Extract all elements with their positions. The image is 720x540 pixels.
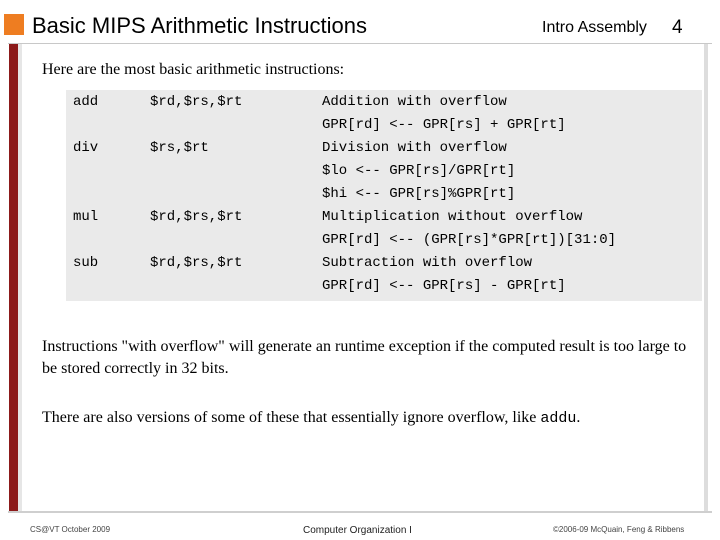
- versions-note-end: .: [576, 409, 581, 426]
- right-border: [704, 44, 708, 512]
- instruction-op: sub: [73, 255, 99, 271]
- instruction-semantics: $hi <-- GPR[rs]%GPR[rt]: [322, 186, 516, 202]
- instruction-description: Addition with overflow: [322, 94, 507, 110]
- instruction-description: Multiplication without overflow: [322, 209, 583, 225]
- bottom-divider: [8, 511, 712, 513]
- instruction-op: add: [73, 94, 99, 110]
- instruction-op: div: [73, 140, 99, 156]
- left-accent-bar: [9, 44, 18, 512]
- inline-code: addu: [540, 410, 577, 427]
- left-accent-shadow: [18, 44, 22, 512]
- instruction-operands: $rd,$rs,$rt: [150, 94, 243, 110]
- title-divider: [8, 43, 712, 44]
- versions-note-text: There are also versions of some of these that essentially ignore overflow, like: [42, 409, 541, 426]
- slide-number: 4: [672, 17, 683, 38]
- footer-date: CS@VT October 2009: [30, 525, 111, 534]
- footer-copyright: ©2006-09 McQuain, Feng & Ribbens: [553, 525, 685, 534]
- slide-title: Basic MIPS Arithmetic Instructions: [32, 13, 367, 38]
- instruction-description: Subtraction with overflow: [322, 255, 533, 271]
- overflow-note: Instructions "with overflow" will generate an runtime exception if the computed result is too large to be stored correctly in 32 bits.: [42, 338, 687, 377]
- intro-text: Here are the most basic arithmetic instructions:: [42, 61, 345, 78]
- instruction-op: mul: [73, 209, 99, 225]
- instruction-operands: $rd,$rs,$rt: [150, 209, 243, 225]
- instruction-semantics: GPR[rd] <-- (GPR[rs]*GPR[rt])[31:0]: [322, 232, 617, 248]
- instruction-semantics: $lo <-- GPR[rs]/GPR[rt]: [322, 163, 516, 179]
- course-label: Intro Assembly: [542, 19, 647, 36]
- instruction-table: [66, 90, 702, 301]
- instruction-operands: $rd,$rs,$rt: [150, 255, 243, 271]
- versions-note: [42, 407, 692, 430]
- instruction-operands: $rs,$rt: [150, 140, 209, 156]
- instruction-description: Division with overflow: [322, 140, 507, 156]
- title-accent-square: [4, 14, 24, 35]
- instruction-semantics: GPR[rd] <-- GPR[rs] - GPR[rt]: [322, 278, 566, 294]
- footer-course: Computer Organization I: [303, 525, 412, 536]
- instruction-semantics: GPR[rd] <-- GPR[rs] + GPR[rt]: [322, 117, 566, 133]
